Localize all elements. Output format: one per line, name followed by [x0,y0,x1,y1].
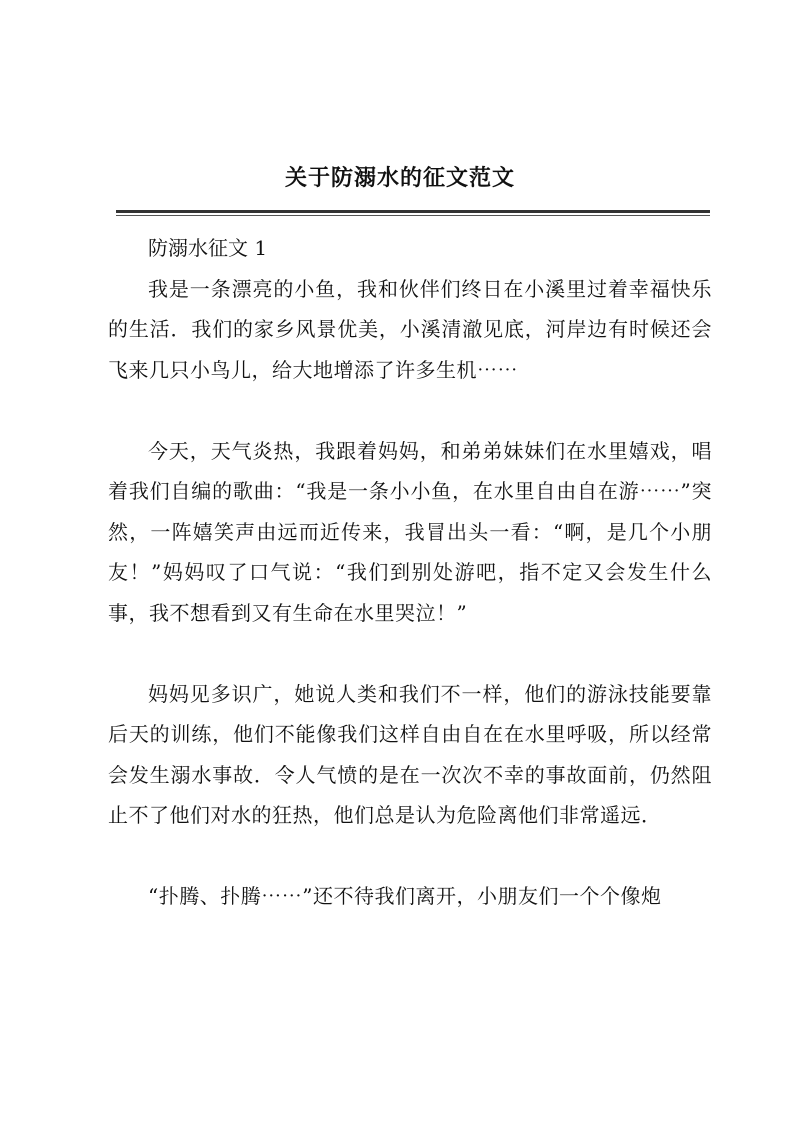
paragraph-spacer [108,836,712,877]
title-divider-thick [116,210,710,213]
paragraph-2: 今天，天气炎热，我跟着妈妈，和弟弟妹妹们在水里嬉戏，唱着我们自编的歌曲：“我是一条小小鱼，在水里自由自在游⋯⋯”突然，一阵嬉笑声由远而近传来，我冒出头一看：“啊，是几个小朋友！”妈妈叹了口气说：“我们到别处游吧，指不定又会发生什么事，我不想看到又有生命在水里哭泣！” [108,438,712,625]
document-title: 关于防溺水的征文范文 [284,165,515,191]
paragraph-3: 妈妈见多识广，她说人类和我们不一样，他们的游泳技能要靠后天的训练，他们不能像我们这样自由自在在水里呼吸，所以经常会发生溺水事故．令人气愤的是在一次次不幸的事故面前，仍然阻止不了他们对水的狂热，他们总是认为危险离他们非常遥远． [108,681,712,827]
document-body [108,228,712,917]
paragraph-spacer [108,633,712,674]
paragraph-spacer [108,390,712,431]
title-divider-thin [116,215,710,216]
section-heading: 防溺水征文 1 [148,236,268,260]
paragraph-1: 我是一条漂亮的小鱼，我和伙伴们终日在小溪里过着幸福快乐的生活．我们的家乡风景优美，小溪清澈见底，河岸边有时候还会飞来几只小鸟儿，给大地增添了许多生机⋯⋯ [108,276,712,382]
paragraph-4: “扑腾、扑腾⋯⋯”还不待我们离开，小朋友们一个个像炮 [148,884,662,908]
